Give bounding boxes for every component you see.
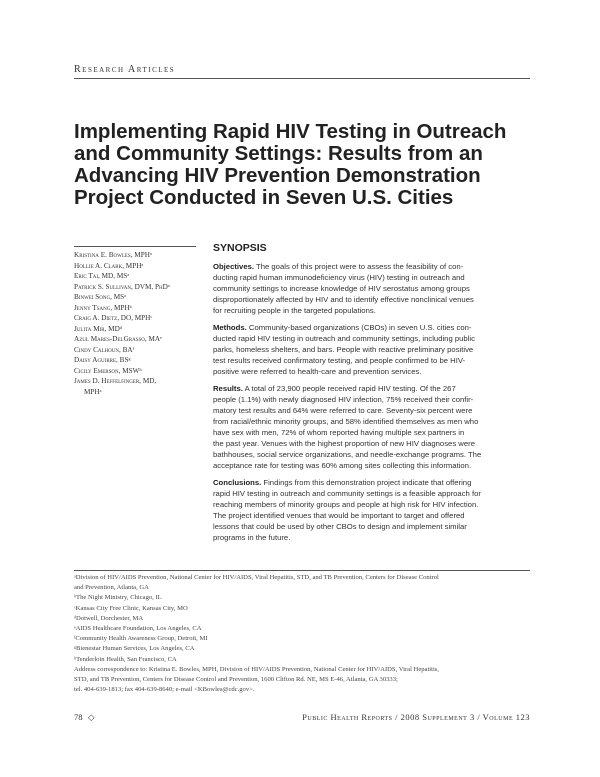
title-line: Implementing Rapid HIV Testing in Outreach [74,120,507,143]
author: Cicily Emerson, MSWʰ [74,366,142,375]
header-rule [74,78,530,79]
methods-label: Methods. [213,323,247,332]
affiliation-note: and Prevention, Atlanta, GA [74,584,149,592]
author: Binwei Song, MSᵃ [74,293,127,301]
affiliation-note: ᶜKansas City Free Clinic, Kansas City, MO [74,604,188,612]
article-title [74,121,530,209]
author: James D. Heffelfinger, MD, [74,377,157,385]
synopsis-heading: SYNOPSIS [213,242,267,254]
affiliation-note: ᵇThe Night Ministry, Chicago, IL [74,594,162,602]
title-line: Advancing HIV Prevention Demonstration [74,164,481,187]
correspondence-note: STD, and TB Prevention, Centers for Disease Control and Prevention, 1600 Clifton Rd. NE, MS E-46, Atlanta, GA 30333; [74,676,398,684]
text-line: people (1.1%) with newly diagnosed HIV infection, 75% received their confir- [213,395,474,404]
author: Jenny Tsang, MPHᵇ [74,303,132,312]
page-number: 78 [74,712,83,722]
text-line: rapid HIV testing in outreach and community settings is a feasible approach for [213,489,481,498]
authors-rule [74,246,196,247]
text-line: the past year. Venues with the highest proportion of new HIV diagnoses were [213,439,475,448]
text-line: A total of 23,900 people received rapid HIV testing. Of the 267 [242,384,456,393]
text-line: acceptance rate for testing was 60% among sites collecting this information. [213,461,472,470]
text-line: positive were referred to health-care and prevention services. [213,367,422,376]
objectives-paragraph [213,261,533,316]
correspondence-note: tel. 404-639-1813; fax 404-639-8640; e-mail <KBowles@cdc.gov>. [74,686,255,694]
text-line: disproportionately affected by HIV and to identify effective nonclinical venues [213,295,474,304]
footnotes [74,573,534,695]
methods-paragraph [213,322,533,377]
conclusions-label: Conclusions. [213,478,262,487]
author: Daisy Aguirre, BSᵍ [74,356,131,364]
affiliation-note: ᵍBienestar Human Services, Los Angeles, CA [74,645,195,653]
author: Azul Mares-DelGrasso, MAᵉ [74,335,162,343]
author-list [74,250,204,397]
author: Eric Tai, MD, MSᵃ [74,272,130,280]
objectives-label: Objectives. [213,262,255,271]
author: Patrick S. Sullivan, DVM, PhDᵃ [74,282,170,291]
text-line: for recruiting people in the targeted populations. [213,306,376,315]
author: Kristina E. Bowles, MPHᵃ [74,251,152,259]
text-line: community settings to increase knowledge of HIV serostatus among groups [213,284,470,293]
text-line: The goals of this project were to assess the feasibility of con- [254,262,464,271]
affiliation-note: ᵈDotwell, Dorchester, MA [74,614,144,622]
affiliation-note: ʰTenderloin Health, San Francisco, CA [74,655,177,663]
affiliation-note: ᵃDivision of HIV/AIDS Prevention, National Center for HIV/AIDS, Viral Hepatitis, STD, and TB Prevention, Centers for Disease Control [74,574,439,581]
author: Craig A. Dietz, DO, MPHᶜ [74,314,153,322]
text-line: The project identified venues that would be important to target and offered [213,511,465,520]
author-continued: MPHᵃ [84,387,102,396]
page-footer [74,712,530,724]
text-line: lessons that could be used by other CBOs to design and implement similar [213,522,467,531]
text-line: ducting rapid human immunodeficiency virus (HIV) testing in outreach and [213,273,465,282]
text-line: Findings from this demonstration project indicate that offering [261,478,472,487]
text-line: from racial/ethnic minority groups, and 58% identified themselves as men who [213,417,479,426]
author: Cindy Calhoun, BAᶠ [74,345,135,354]
text-line: programs in the future. [213,533,291,542]
text-line: ducted rapid HIV testing in outreach and community settings, including public [213,334,475,343]
affiliation-note: ᵉAIDS Healthcare Foundation, Los Angeles, CA [74,625,202,633]
correspondence-note: Address correspondence to: Kristina E. Bowles, MPH, Division of HIV/AIDS Prevention, National Center for HIV/AIDS, Viral Hepatitis, [74,665,440,673]
affiliation-note: ᶠCommunity Health Awareness Group, Detroit, MI [74,635,208,643]
section-label: Research Articles [74,64,176,75]
title-line: Project Conducted in Seven U.S. Cities [74,186,454,209]
journal-info: Public Health Reports / 2008 Supplement 3 / Volume 123 [302,712,530,722]
author: Hollie A. Clark, MPHᵃ [74,261,144,270]
footnote-rule [74,570,530,571]
results-paragraph [213,383,533,471]
author: Julita Mir, MDᵈ [74,324,122,333]
text-line: have sex with men, 72% of whom reported having multiple sex partners in [213,428,465,437]
synopsis-column [213,242,533,549]
text-line: bathhouses, social service organizations, and needle-exchange programs. The [213,450,482,459]
text-line: matory test results and 64% were referred to care. Seventy-six percent were [213,406,473,415]
conclusions-paragraph [213,477,533,543]
results-label: Results. [213,384,243,393]
text-line: parks, homeless shelters, and bars. People with reactive preliminary positive [213,345,474,354]
text-line: Community-based organizations (CBOs) in seven U.S. cities con- [246,323,472,332]
diamond-icon: ◇ [88,712,95,722]
title-line: and Community Settings: Results from an [74,142,483,165]
text-line: reaching members of minority groups and people at high risk for HIV infection. [213,500,479,509]
text-line: test results received confirmatory testing, and people confirmed to be HIV- [213,356,466,365]
